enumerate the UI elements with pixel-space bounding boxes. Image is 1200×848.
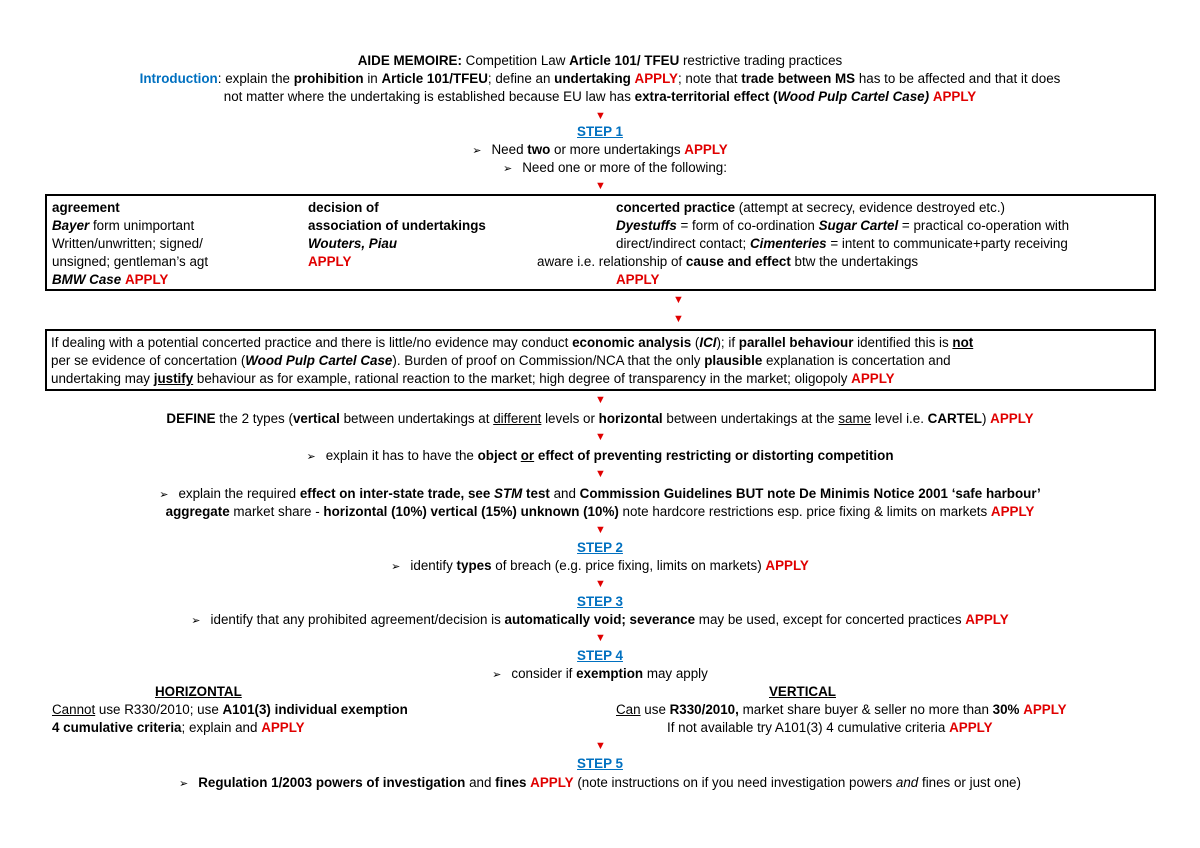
step3-bullet: ➢ identify that any prohibited agreement/decision is automatically void; severance may be used, except for concerted practices APPLY [191,612,1009,627]
agreement-line-2: Written/unwritten; signed/ [52,236,203,251]
down-arrow-icon: ▼ [673,313,684,325]
down-arrow-icon: ▼ [595,110,606,122]
decision-line-1: association of undertakings [308,218,486,233]
concerted-line-2: direct/indirect contact; Cimenteries = intent to communicate+party receiving [616,236,1068,251]
evidence-line-2: per se evidence of concertation (Wood Pulp Cartel Case). Burden of proof on Commission/NCA that the only plausible explanation is concertation and [51,353,951,368]
down-arrow-icon: ▼ [673,294,684,306]
intro-line-2: not matter where the undertaking is established because EU law has extra-territorial effect (Wood Pulp Cartel Case) APPLY [223,89,977,104]
down-arrow-icon: ▼ [595,578,606,590]
horizontal-line-2: 4 cumulative criteria; explain and APPLY [52,720,305,735]
effect-line-1: ➢ explain the required effect on inter-state trade, see STM test and Commission Guidelines BUT note De Minimis Notice 2001 ‘safe harbour’ [159,486,1041,501]
concerted-line-3: aware i.e. relationship of cause and effect btw the undertakings [537,254,919,269]
page-title: AIDE MEMOIRE: Competition Law Article 101/ TFEU restrictive trading practices [357,53,843,68]
agreement-line-4: BMW Case APPLY [52,272,169,287]
agreement-line-1: Bayer form unimportant [52,218,195,233]
down-arrow-icon: ▼ [595,524,606,536]
step1-bullet-2: ➢ Need one or more of the following: [503,160,727,175]
bullet-arrow-icon: ➢ [159,489,169,501]
step2-heading: STEP 2 [577,540,623,555]
step2-bullet: ➢ identify types of breach (e.g. price fixing, limits on markets) APPLY [391,558,809,573]
bullet-arrow-icon: ➢ [492,669,502,681]
bullet-arrow-icon: ➢ [306,451,316,463]
bullet-arrow-icon: ➢ [472,145,482,157]
down-arrow-icon: ▼ [595,468,606,480]
intro-line-1: Introduction: explain the prohibition in Article 101/TFEU; define an undertaking APPLY; note that trade between MS has to be affected and that it does [139,71,1061,86]
down-arrow-icon: ▼ [595,431,606,443]
horizontal-line-1: Cannot use R330/2010; use A101(3) individual exemption [52,702,408,717]
bullet-arrow-icon: ➢ [503,163,513,175]
define-types-line: DEFINE the 2 types (vertical between undertakings at different levels or horizontal between undertakings at the same level i.e. CARTEL) APPLY [166,411,1034,426]
concerted-heading: concerted practice (attempt at secrecy, evidence destroyed etc.) [616,200,1005,215]
bullet-arrow-icon: ➢ [391,561,401,573]
down-arrow-icon: ▼ [595,632,606,644]
down-arrow-icon: ▼ [595,394,606,406]
decision-line-2: Wouters, Piau [308,236,398,251]
bullet-arrow-icon: ➢ [179,778,189,790]
effect-line-2: aggregate market share - horizontal (10%) vertical (15%) unknown (10%) note hardcore restrictions esp. price fixing & limits on markets APPLY [165,504,1035,519]
vertical-line-1: Can use R330/2010, market share buyer & seller no more than 30% APPLY [616,702,1067,717]
vertical-heading: VERTICAL [769,684,836,699]
step3-heading: STEP 3 [577,594,623,609]
evidence-line-3: undertaking may justify behaviour as for example, rational reaction to the market; high degree of transparency in the market; oligopoly APPLY [51,371,895,386]
step4-heading: STEP 4 [577,648,623,663]
step4-bullet: ➢ consider if exemption may apply [492,666,708,681]
down-arrow-icon: ▼ [595,180,606,192]
concerted-line-1: Dyestuffs = form of co-ordination Sugar Cartel = practical co-operation with [616,218,1070,233]
object-effect-line: ➢ explain it has to have the object or effect of preventing restricting or distorting competition [306,448,894,463]
agreement-heading: agreement [52,200,120,215]
step1-bullet-1: ➢ Need two or more undertakings APPLY [472,142,728,157]
horizontal-heading: HORIZONTAL [155,684,242,699]
down-arrow-icon: ▼ [595,740,606,752]
agreement-line-3: unsigned; gentleman’s agt [52,254,209,269]
evidence-line-1: If dealing with a potential concerted practice and there is little/no evidence may conduct economic analysis (ICI); if parallel behaviour identified this is not [51,335,974,350]
step5-heading: STEP 5 [577,756,623,771]
concerted-line-4: APPLY [616,272,660,287]
decision-heading: decision of [308,200,379,215]
step5-bullet: ➢ Regulation 1/2003 powers of investigation and fines APPLY (note instructions on if you need investigation powers and fines or just one) [179,775,1021,790]
vertical-line-2: If not available try A101(3) 4 cumulative criteria APPLY [667,720,993,735]
step1-heading: STEP 1 [577,124,623,139]
bullet-arrow-icon: ➢ [191,615,201,627]
decision-line-3: APPLY [308,254,352,269]
